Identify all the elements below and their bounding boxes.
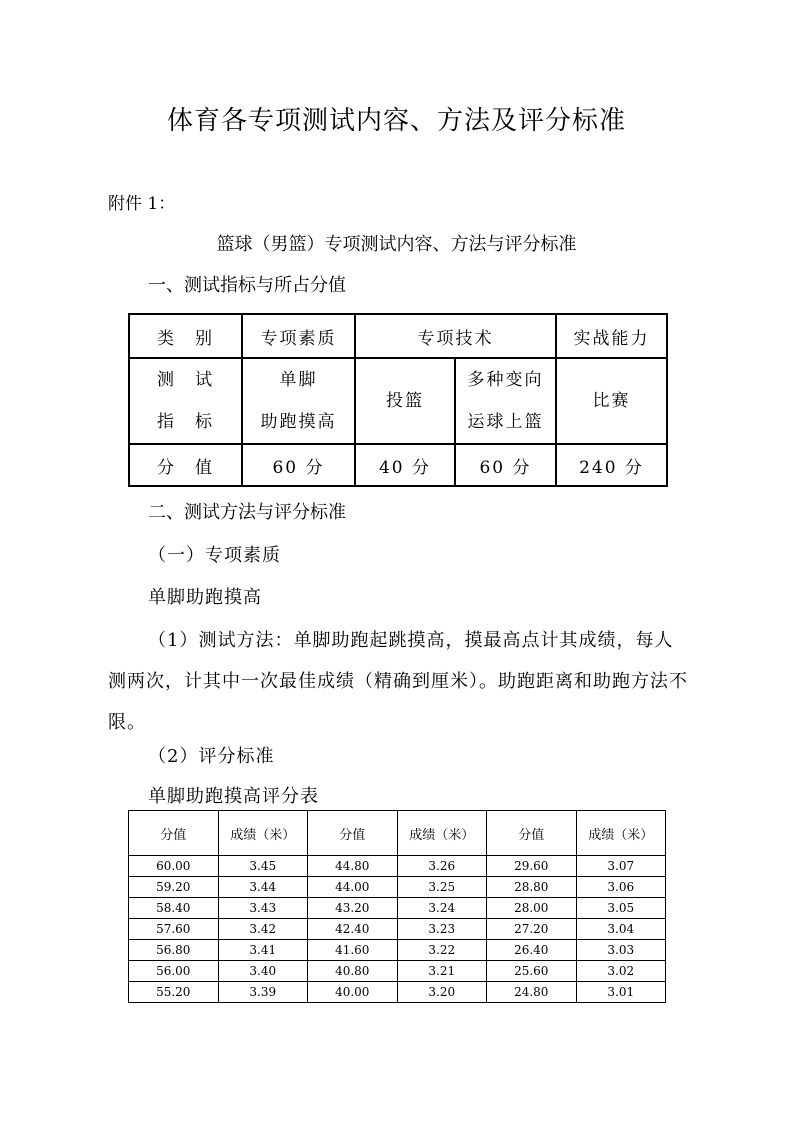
result-cell: 3.23	[397, 919, 487, 940]
score-value-cell: 56.00	[129, 961, 219, 982]
score-label: 分 值	[129, 444, 242, 486]
table-row	[129, 919, 666, 940]
indicator-label	[129, 358, 242, 444]
result-cell: 3.04	[576, 919, 666, 940]
indicator-fitness	[242, 358, 355, 444]
result-cell: 3.26	[397, 856, 487, 877]
result-cell: 3.03	[576, 940, 666, 961]
score-table-header: 分值	[308, 811, 398, 856]
result-cell: 3.25	[397, 877, 487, 898]
score-table-header: 分值	[129, 811, 219, 856]
indicator-dribble-line1: 多种变向	[467, 370, 544, 390]
score-value-cell: 24.80	[487, 982, 577, 1003]
result-cell: 3.44	[218, 877, 308, 898]
indicator-fitness-line2: 助跑摸高	[260, 412, 337, 432]
score-table	[128, 810, 666, 1003]
score-table-title: 单脚助跑摸高评分表	[148, 786, 319, 807]
result-cell: 3.01	[576, 982, 666, 1003]
table-row	[129, 940, 666, 961]
result-cell: 3.42	[218, 919, 308, 940]
indicator-fitness-line1: 单脚	[279, 370, 318, 390]
score-table-body	[129, 856, 666, 1003]
result-cell: 3.06	[576, 877, 666, 898]
indicator-match: 比赛	[556, 358, 667, 444]
score-table-header-row	[129, 811, 666, 856]
indicator-label-line1: 测 试	[157, 370, 214, 390]
document-subtitle: 篮球（男篮）专项测试内容、方法与评分标准	[216, 234, 577, 255]
table-row	[129, 877, 666, 898]
indicator-label-line2: 指 标	[157, 412, 214, 432]
score-value-cell: 60.00	[129, 856, 219, 877]
score-value-cell: 44.80	[308, 856, 398, 877]
indicator-dribble	[455, 358, 556, 444]
score-value-cell: 58.40	[129, 898, 219, 919]
header-fitness: 专项素质	[242, 314, 355, 358]
result-cell: 3.40	[218, 961, 308, 982]
method-paragraph-text: （1）测试方法：单脚助跑起跳摸高，摸最高点计其成绩，每人测两次，计其中一次最佳成绩（精确到厘米）。助跑距离和助跑方法不限。	[108, 630, 688, 733]
score-value-cell: 28.00	[487, 898, 577, 919]
score-value-cell: 28.80	[487, 877, 577, 898]
section-heading-methods: 二、测试方法与评分标准	[148, 502, 346, 523]
score-value-cell: 42.40	[308, 919, 398, 940]
subsection-heading-fitness: （一）专项素质	[148, 545, 281, 566]
indicator-shooting: 投篮	[355, 358, 455, 444]
score-match: 240 分	[556, 444, 667, 486]
header-technique: 专项技术	[355, 314, 556, 358]
result-cell: 3.21	[397, 961, 487, 982]
score-shooting: 40 分	[355, 444, 455, 486]
score-value-cell: 40.00	[308, 982, 398, 1003]
score-dribble: 60 分	[455, 444, 556, 486]
score-value-cell: 44.00	[308, 877, 398, 898]
indicator-table	[128, 313, 668, 487]
result-cell: 3.45	[218, 856, 308, 877]
result-cell: 3.39	[218, 982, 308, 1003]
score-value-cell: 57.60	[129, 919, 219, 940]
score-value-cell: 25.60	[487, 961, 577, 982]
result-cell: 3.20	[397, 982, 487, 1003]
table-row	[129, 982, 666, 1003]
score-value-cell: 41.60	[308, 940, 398, 961]
result-cell: 3.05	[576, 898, 666, 919]
score-table-header: 成绩（米）	[397, 811, 487, 856]
score-table-header: 成绩（米）	[576, 811, 666, 856]
method-paragraph	[108, 620, 688, 743]
result-cell: 3.43	[218, 898, 308, 919]
header-combat: 实战能力	[556, 314, 667, 358]
score-value-cell: 26.40	[487, 940, 577, 961]
result-cell: 3.02	[576, 961, 666, 982]
result-cell: 3.24	[397, 898, 487, 919]
result-cell: 3.07	[576, 856, 666, 877]
score-value-cell: 29.60	[487, 856, 577, 877]
table-row	[129, 856, 666, 877]
result-cell: 3.41	[218, 940, 308, 961]
scoring-label: （2）评分标准	[148, 746, 275, 767]
indicator-table-indicator-row	[129, 358, 667, 444]
table-row	[129, 898, 666, 919]
score-table-header: 分值	[487, 811, 577, 856]
indicator-dribble-line2: 运球上篮	[467, 412, 544, 432]
document-title: 体育各专项测试内容、方法及评分标准	[166, 106, 626, 136]
score-table-header: 成绩（米）	[218, 811, 308, 856]
score-value-cell: 56.80	[129, 940, 219, 961]
indicator-table-score-row	[129, 444, 667, 486]
item-heading: 单脚助跑摸高	[148, 587, 262, 608]
score-value-cell: 55.20	[129, 982, 219, 1003]
score-value-cell: 43.20	[308, 898, 398, 919]
section-heading-indicators: 一、测试指标与所占分值	[148, 275, 346, 296]
result-cell: 3.22	[397, 940, 487, 961]
score-value-cell: 59.20	[129, 877, 219, 898]
table-row	[129, 961, 666, 982]
score-value-cell: 40.80	[308, 961, 398, 982]
score-fitness: 60 分	[242, 444, 355, 486]
header-category: 类 别	[129, 314, 242, 358]
score-value-cell: 27.20	[487, 919, 577, 940]
attachment-label: 附件 1：	[108, 194, 176, 214]
indicator-table-header-row	[129, 314, 667, 358]
